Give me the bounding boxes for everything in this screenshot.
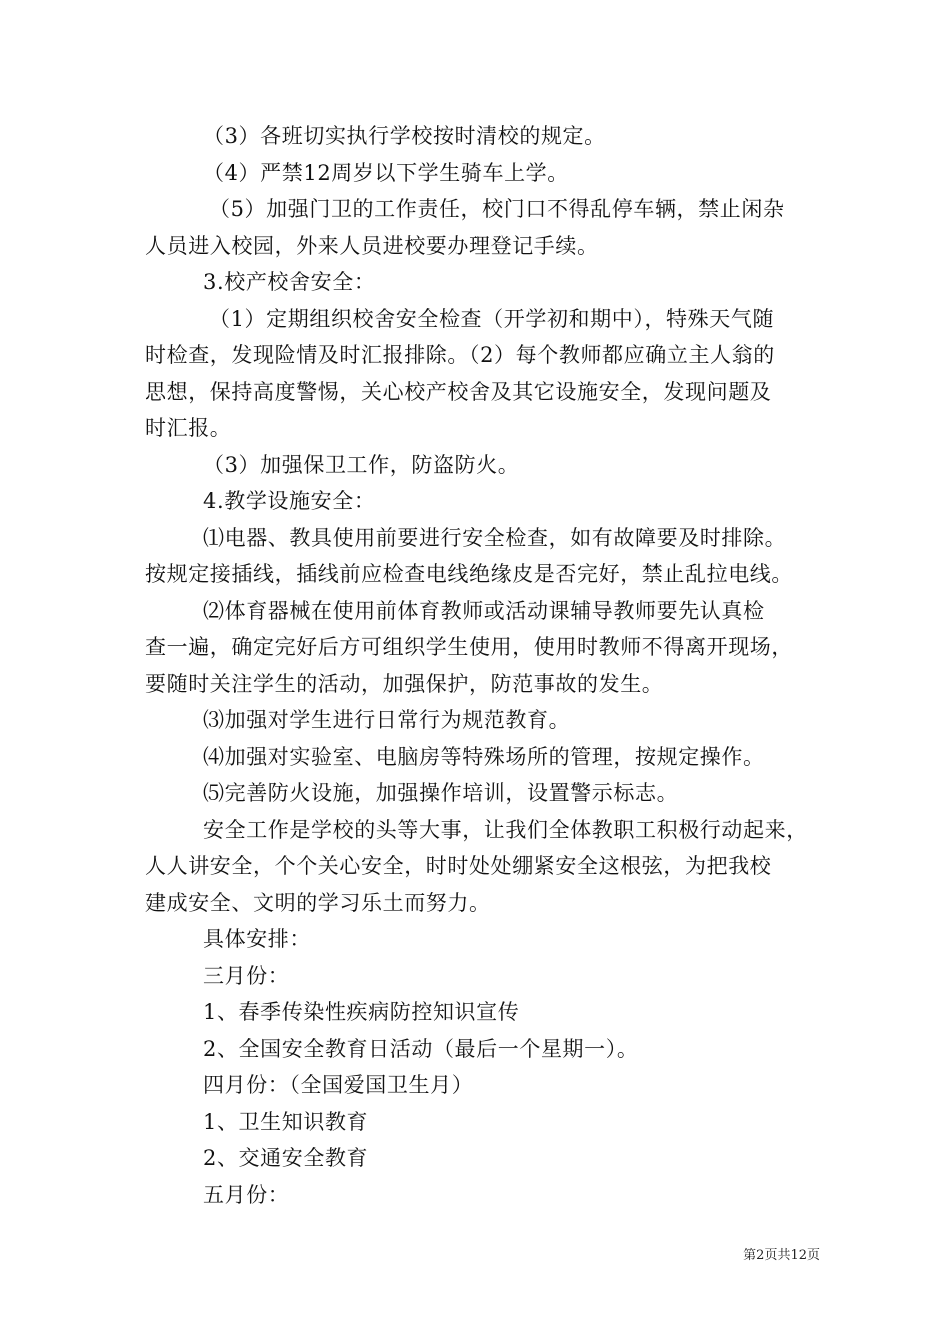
paragraph-line: 思想，保持高度警惕，关心校产校舍及其它设施安全，发现问题及 [145,379,772,404]
paragraph-line: 人员进入校园，外来人员进校要办理登记手续。 [145,233,599,258]
list-item: 2、全国安全教育日活动（最后一个星期一）。 [203,1036,639,1061]
document-body [145,118,825,1213]
paragraph-line: 安全工作是学校的头等大事，让我们全体教职工积极行动起来， [203,817,808,842]
list-item: 2、交通安全教育 [203,1146,369,1170]
paragraph-line: 按规定接插线，插线前应检查电线绝缘皮是否完好，禁止乱拉电线。 [145,562,793,586]
paragraph-line: 查一遍，确定完好后方可组织学生使用，使用时教师不得离开现场， [145,635,793,659]
month-heading: 三月份： [203,963,290,988]
paragraph-line: 时检查，发现险情及时汇报排除。（2）每个教师都应确立主人翁的 [145,343,775,367]
page-number: 第2页共12页 [743,1248,820,1263]
month-heading: 四月份：（全国爱国卫生月） [203,1073,474,1097]
paragraph-line: （3）加强保卫工作，防盗防火。 [203,452,520,477]
paragraph-line: ⑴电器、教具使用前要进行安全检查，如有故障要及时排除。 [203,525,787,550]
month-heading: 五月份： [203,1182,290,1207]
section-heading: 具体安排： [203,927,311,951]
section-heading: 4.教学设施安全： [203,489,376,513]
list-item: 1、卫生知识教育 [203,1109,369,1134]
paragraph-line: 建成安全、文明的学习乐土而努力。 [145,890,491,915]
paragraph-line: 要随时关注学生的活动，加强保护，防范事故的发生。 [145,671,664,696]
paragraph-line: （3）各班切实执行学校按时清校的规定。 [203,124,606,148]
paragraph-line: 人人讲安全，个个关心安全，时时处处绷紧安全这根弦，为把我校 [145,854,772,878]
paragraph-line: ⑵体育器械在使用前体育教师或活动课辅导教师要先认真检 [203,598,765,623]
paragraph-line: ⑶加强对学生进行日常行为规范教育。 [203,708,571,732]
paragraph-line: ⑸完善防火设施，加强操作培训，设置警示标志。 [203,781,679,805]
section-heading: 3.校产校舍安全： [203,270,376,294]
paragraph-line: （1）定期组织校舍安全检查（开学初和期中），特殊天气随 [209,306,775,331]
paragraph-line: （4）严禁12周岁以下学生骑车上学。 [203,160,569,185]
paragraph-line: 时汇报。 [145,416,232,440]
paragraph-line: （5）加强门卫的工作责任，校门口不得乱停车辆，禁止闲杂 [209,197,785,221]
paragraph-line: ⑷加强对实验室、电脑房等特殊场所的管理，按规定操作。 [203,744,765,769]
list-item: 1、春季传染性疾病防控知识宣传 [203,1000,520,1024]
